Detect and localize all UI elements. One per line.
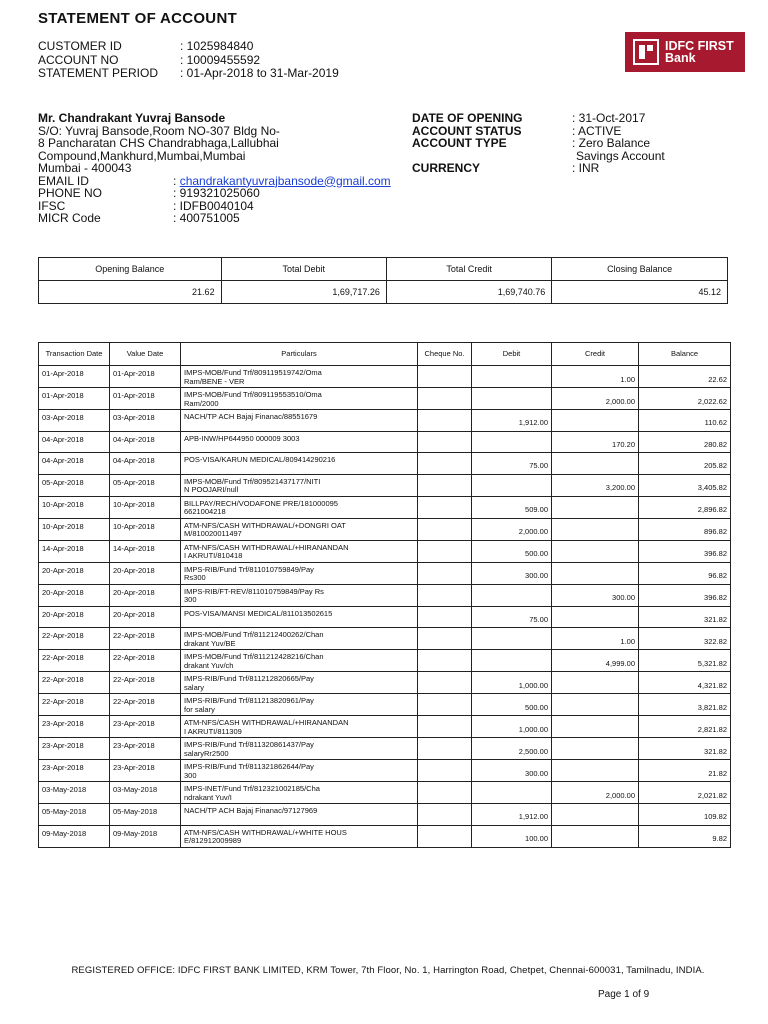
cell-transaction-date: 01-Apr-2018: [39, 366, 110, 388]
cell-credit: 300.00: [552, 584, 639, 606]
account-details: [412, 112, 665, 175]
table-row: [39, 672, 731, 694]
cell-transaction-date: 23-Apr-2018: [39, 760, 110, 782]
micr-row: [38, 212, 398, 225]
account-type-value-2: Savings Account: [576, 148, 665, 163]
cell-balance: 21.82: [639, 760, 731, 782]
cell-balance: 5,321.82: [639, 650, 731, 672]
cell-transaction-date: 22-Apr-2018: [39, 672, 110, 694]
cell-debit: [472, 782, 552, 804]
cell-debit: [472, 628, 552, 650]
cell-credit: [552, 562, 639, 584]
cell-cheque-no: [418, 672, 472, 694]
cell-balance: 2,022.62: [639, 388, 731, 410]
cell-transaction-date: 04-Apr-2018: [39, 453, 110, 475]
cell-balance: 9.82: [639, 825, 731, 847]
opening-date-value: : 31-Oct-2017: [572, 111, 646, 125]
table-row: [39, 628, 731, 650]
cell-balance: 322.82: [639, 628, 731, 650]
col-header-credit: Credit: [552, 343, 639, 366]
summary-header-opening: Opening Balance: [39, 258, 222, 281]
page-number: Page 1 of 9: [598, 989, 650, 1000]
cell-particulars: IMPS-MOB/Fund Trf/811212400262/Chan drakant Yuv/BE: [181, 628, 418, 650]
address-line: Compound,Mankhurd,Mumbai,Mumbai: [38, 148, 246, 163]
cell-value-date: 23-Apr-2018: [110, 738, 181, 760]
cell-value-date: 20-Apr-2018: [110, 606, 181, 628]
meta-value: : 1025984840: [180, 39, 254, 53]
table-row: [39, 366, 731, 388]
cell-cheque-no: [418, 760, 472, 782]
bank-logo-text: [665, 40, 734, 64]
cell-credit: [552, 694, 639, 716]
table-row: [39, 650, 731, 672]
table-row: [39, 804, 731, 826]
cell-cheque-no: [418, 606, 472, 628]
opening-date-row: [412, 112, 665, 125]
cell-credit: [552, 760, 639, 782]
cell-credit: 170.20: [552, 431, 639, 453]
col-header-balance: Balance: [639, 343, 731, 366]
table-row: [39, 606, 731, 628]
cell-particulars: IMPS-RIB/Fund Trf/811321862644/Pay 300: [181, 760, 418, 782]
cell-cheque-no: [418, 738, 472, 760]
cell-particulars: APB-INW/HP644950 000009 3003: [181, 431, 418, 453]
table-row: [39, 716, 731, 738]
cell-cheque-no: [418, 540, 472, 562]
cell-balance: 22.62: [639, 366, 731, 388]
cell-transaction-date: 03-May-2018: [39, 782, 110, 804]
meta-key: STATEMENT PERIOD: [38, 66, 159, 80]
col-header-transaction-date: Transaction Date: [39, 343, 110, 366]
bank-logo: [625, 32, 745, 72]
cell-value-date: 01-Apr-2018: [110, 388, 181, 410]
cell-credit: 1.00: [552, 628, 639, 650]
cell-particulars: BILLPAY/RECH/VODAFONE PRE/181000095 6621004218: [181, 496, 418, 518]
meta-value: : 10009455592: [180, 52, 261, 67]
cell-debit: 75.00: [472, 453, 552, 475]
cell-transaction-date: 22-Apr-2018: [39, 694, 110, 716]
cell-balance: 96.82: [639, 562, 731, 584]
account-status-label: ACCOUNT STATUS: [412, 123, 522, 138]
cell-credit: [552, 825, 639, 847]
cell-value-date: 04-Apr-2018: [110, 431, 181, 453]
bank-logo-mark-icon: [633, 39, 659, 65]
account-type-row: [412, 137, 665, 150]
cell-value-date: 05-May-2018: [110, 804, 181, 826]
cell-credit: [552, 738, 639, 760]
cell-particulars: IMPS-INET/Fund Trf/812321002185/Cha ndrakant Yuv/I: [181, 782, 418, 804]
cell-cheque-no: [418, 562, 472, 584]
cell-transaction-date: 23-Apr-2018: [39, 738, 110, 760]
cell-transaction-date: 10-Apr-2018: [39, 496, 110, 518]
account-status-value: : ACTIVE: [572, 123, 622, 138]
cell-particulars: NACH/TP ACH Bajaj Finanac/97127969: [181, 804, 418, 826]
cell-transaction-date: 01-Apr-2018: [39, 388, 110, 410]
transactions-header-row: [39, 343, 731, 366]
cell-transaction-date: 22-Apr-2018: [39, 650, 110, 672]
page-title: STATEMENT OF ACCOUNT: [38, 10, 238, 27]
cell-particulars: ATM-NFS/CASH WITHDRAWAL/+HIRANANDAN I AKRUTI/811309: [181, 716, 418, 738]
address-line: S/O: Yuvraj Bansode,Room NO-307 Bldg No-: [38, 123, 280, 138]
cell-value-date: 10-Apr-2018: [110, 496, 181, 518]
cell-debit: 500.00: [472, 694, 552, 716]
cell-credit: 2,000.00: [552, 782, 639, 804]
cell-transaction-date: 03-Apr-2018: [39, 410, 110, 432]
cell-value-date: 22-Apr-2018: [110, 650, 181, 672]
table-row: [39, 388, 731, 410]
cell-particulars: IMPS-RIB/Fund Trf/811010759849/Pay Rs300: [181, 562, 418, 584]
ifsc-value: : IDFB0040104: [173, 198, 254, 213]
cell-cheque-no: [418, 388, 472, 410]
table-row: [39, 410, 731, 432]
cell-credit: [552, 672, 639, 694]
cell-balance: 2,021.82: [639, 782, 731, 804]
micr-label: MICR Code: [38, 211, 101, 225]
cell-debit: 500.00: [472, 540, 552, 562]
registered-office-footer: REGISTERED OFFICE: IDFC FIRST BANK LIMITED, KRM Tower, 7th Floor, No. 1, Harrington Road, Chetpet, Chennai-600031, Tamilnadu, INDIA.: [71, 965, 705, 976]
cell-cheque-no: [418, 716, 472, 738]
summary-header-credit: Total Credit: [386, 258, 551, 281]
currency-row: [412, 162, 665, 175]
table-row: [39, 431, 731, 453]
cell-particulars: IMPS-MOB/Fund Trf/809521437177/NITI N POOJARI/null: [181, 474, 418, 496]
col-header-particulars: Particulars: [181, 343, 418, 366]
table-row: [39, 584, 731, 606]
address-line: Mumbai - 400043: [38, 161, 132, 175]
cell-debit: 75.00: [472, 606, 552, 628]
cell-value-date: 10-Apr-2018: [110, 518, 181, 540]
cell-cheque-no: [418, 584, 472, 606]
cell-credit: 1.00: [552, 366, 639, 388]
ifsc-label: IFSC: [38, 198, 66, 213]
cell-cheque-no: [418, 474, 472, 496]
cell-particulars: IMPS-RIB/Fund Trf/811212820665/Pay salary: [181, 672, 418, 694]
table-row: [39, 540, 731, 562]
summary-value-row: [39, 281, 728, 304]
cell-debit: [472, 388, 552, 410]
cell-cheque-no: [418, 628, 472, 650]
cell-particulars: ATM-NFS/CASH WITHDRAWAL/+WHITE HOUS E/812912009989: [181, 825, 418, 847]
cell-particulars: IMPS-MOB/Fund Trf/809119519742/Oma Ram/BENE - VER: [181, 366, 418, 388]
cell-credit: [552, 410, 639, 432]
customer-details: [38, 112, 398, 225]
table-row: [39, 518, 731, 540]
opening-date-label: DATE OF OPENING: [412, 111, 523, 125]
cell-balance: 2,821.82: [639, 716, 731, 738]
cell-transaction-date: 09-May-2018: [39, 825, 110, 847]
cell-value-date: 20-Apr-2018: [110, 584, 181, 606]
summary-header-debit: Total Debit: [221, 258, 386, 281]
cell-credit: [552, 804, 639, 826]
cell-particulars: ATM-NFS/CASH WITHDRAWAL/+DONGRI OAT M/810020011497: [181, 518, 418, 540]
cell-particulars: IMPS-RIB/Fund Trf/811213820961/Pay for salary: [181, 694, 418, 716]
cell-value-date: 20-Apr-2018: [110, 562, 181, 584]
table-row: [39, 474, 731, 496]
cell-cheque-no: [418, 694, 472, 716]
account-type-value: : Zero Balance: [572, 136, 651, 150]
cell-cheque-no: [418, 518, 472, 540]
cell-debit: 1,912.00: [472, 804, 552, 826]
cell-cheque-no: [418, 804, 472, 826]
cell-cheque-no: [418, 496, 472, 518]
cell-credit: [552, 518, 639, 540]
cell-particulars: POS-VISA/MANSI MEDICAL/811013502615: [181, 606, 418, 628]
summary-opening-value: 21.62: [39, 281, 222, 304]
cell-value-date: 01-Apr-2018: [110, 366, 181, 388]
bank-logo-line2: Bank: [665, 51, 696, 65]
col-header-debit: Debit: [472, 343, 552, 366]
cell-debit: 509.00: [472, 496, 552, 518]
cell-balance: 3,405.82: [639, 474, 731, 496]
cell-transaction-date: 23-Apr-2018: [39, 716, 110, 738]
cell-debit: 300.00: [472, 760, 552, 782]
meta-value: : 01-Apr-2018 to 31-Mar-2019: [180, 66, 339, 80]
cell-transaction-date: 20-Apr-2018: [39, 584, 110, 606]
cell-balance: 3,821.82: [639, 694, 731, 716]
cell-debit: 100.00: [472, 825, 552, 847]
cell-balance: 896.82: [639, 518, 731, 540]
summary-header-closing: Closing Balance: [552, 258, 728, 281]
cell-debit: [472, 650, 552, 672]
table-row: [39, 738, 731, 760]
cell-particulars: NACH/TP ACH Bajaj Finanac/88551679: [181, 410, 418, 432]
currency-label: CURRENCY: [412, 161, 481, 175]
cell-cheque-no: [418, 782, 472, 804]
cell-cheque-no: [418, 431, 472, 453]
meta-statement-period: [38, 67, 339, 81]
cell-particulars: IMPS-MOB/Fund Trf/809119553510/Oma Ram/2000: [181, 388, 418, 410]
email-link[interactable]: chandrakantyuvrajbansode@gmail.com: [179, 173, 391, 188]
phone-row: [38, 187, 398, 200]
cell-credit: [552, 496, 639, 518]
cell-debit: 2,000.00: [472, 518, 552, 540]
table-row: [39, 760, 731, 782]
micr-value: : 400751005: [173, 211, 240, 225]
cell-value-date: 05-Apr-2018: [110, 474, 181, 496]
cell-debit: 1,000.00: [472, 672, 552, 694]
bank-logo-line1: IDFC FIRST: [665, 39, 734, 53]
summary-credit-value: 1,69,740.76: [386, 281, 551, 304]
cell-particulars: IMPS-MOB/Fund Trf/811212428216/Chan drakant Yuv/ch: [181, 650, 418, 672]
transactions-body: [39, 366, 731, 848]
cell-particulars: IMPS-RIB/FT-REV/811010759849/Pay Rs 300: [181, 584, 418, 606]
balance-summary-table: [38, 257, 728, 304]
cell-particulars: ATM-NFS/CASH WITHDRAWAL/+HIRANANDAN I AKRUTI/810418: [181, 540, 418, 562]
transactions-table: [38, 342, 731, 848]
meta-key: ACCOUNT NO: [38, 52, 119, 67]
table-row: [39, 496, 731, 518]
table-row: [39, 782, 731, 804]
cell-debit: [472, 474, 552, 496]
meta-key: CUSTOMER ID: [38, 39, 122, 53]
cell-value-date: 22-Apr-2018: [110, 694, 181, 716]
cell-credit: [552, 540, 639, 562]
cell-cheque-no: [418, 650, 472, 672]
cell-particulars: POS-VISA/KARUN MEDICAL/809414290216: [181, 453, 418, 475]
phone-value: : 919321025060: [173, 186, 260, 200]
cell-value-date: 09-May-2018: [110, 825, 181, 847]
cell-cheque-no: [418, 366, 472, 388]
cell-value-date: 23-Apr-2018: [110, 760, 181, 782]
cell-particulars: IMPS-RIB/Fund Trf/811320861437/Pay salaryRr2500: [181, 738, 418, 760]
table-row: [39, 562, 731, 584]
table-row: [39, 694, 731, 716]
cell-credit: [552, 606, 639, 628]
cell-debit: 1,000.00: [472, 716, 552, 738]
email-sep: :: [173, 173, 177, 188]
col-header-value-date: Value Date: [110, 343, 181, 366]
cell-value-date: 03-Apr-2018: [110, 410, 181, 432]
cell-balance: 2,896.82: [639, 496, 731, 518]
cell-debit: 300.00: [472, 562, 552, 584]
cell-credit: 3,200.00: [552, 474, 639, 496]
account-meta: [38, 40, 339, 81]
cell-value-date: 04-Apr-2018: [110, 453, 181, 475]
cell-transaction-date: 05-Apr-2018: [39, 474, 110, 496]
cell-value-date: 14-Apr-2018: [110, 540, 181, 562]
cell-balance: 321.82: [639, 738, 731, 760]
cell-balance: 109.82: [639, 804, 731, 826]
cell-debit: 1,912.00: [472, 410, 552, 432]
meta-account-no: [38, 54, 339, 68]
email-label: EMAIL ID: [38, 173, 89, 188]
cell-credit: 2,000.00: [552, 388, 639, 410]
cell-transaction-date: 10-Apr-2018: [39, 518, 110, 540]
cell-balance: 110.62: [639, 410, 731, 432]
cell-cheque-no: [418, 453, 472, 475]
summary-header-row: [39, 258, 728, 281]
summary-closing-value: 45.12: [552, 281, 728, 304]
cell-transaction-date: 22-Apr-2018: [39, 628, 110, 650]
cell-debit: [472, 584, 552, 606]
cell-debit: 2,500.00: [472, 738, 552, 760]
meta-customer-id: [38, 40, 339, 54]
cell-balance: 396.82: [639, 584, 731, 606]
cell-balance: 205.82: [639, 453, 731, 475]
cell-value-date: 23-Apr-2018: [110, 716, 181, 738]
address-line: 8 Pancharatan CHS Chandrabhaga,Lallubhai: [38, 136, 279, 150]
cell-credit: [552, 453, 639, 475]
col-header-cheque-no: Cheque No.: [418, 343, 472, 366]
cell-value-date: 03-May-2018: [110, 782, 181, 804]
account-type-label: ACCOUNT TYPE: [412, 136, 507, 150]
cell-balance: 4,321.82: [639, 672, 731, 694]
table-row: [39, 825, 731, 847]
cell-credit: [552, 716, 639, 738]
cell-transaction-date: 20-Apr-2018: [39, 606, 110, 628]
cell-value-date: 22-Apr-2018: [110, 628, 181, 650]
phone-label: PHONE NO: [38, 186, 103, 200]
cell-balance: 396.82: [639, 540, 731, 562]
cell-transaction-date: 04-Apr-2018: [39, 431, 110, 453]
currency-value: : INR: [572, 161, 600, 175]
cell-debit: [472, 366, 552, 388]
cell-value-date: 22-Apr-2018: [110, 672, 181, 694]
cell-credit: 4,999.00: [552, 650, 639, 672]
cell-transaction-date: 05-May-2018: [39, 804, 110, 826]
cell-transaction-date: 20-Apr-2018: [39, 562, 110, 584]
cell-debit: [472, 431, 552, 453]
summary-debit-value: 1,69,717.26: [221, 281, 386, 304]
cell-transaction-date: 14-Apr-2018: [39, 540, 110, 562]
customer-name: Mr. Chandrakant Yuvraj Bansode: [38, 111, 226, 125]
cell-cheque-no: [418, 825, 472, 847]
cell-cheque-no: [418, 410, 472, 432]
cell-balance: 280.82: [639, 431, 731, 453]
cell-balance: 321.82: [639, 606, 731, 628]
table-row: [39, 453, 731, 475]
